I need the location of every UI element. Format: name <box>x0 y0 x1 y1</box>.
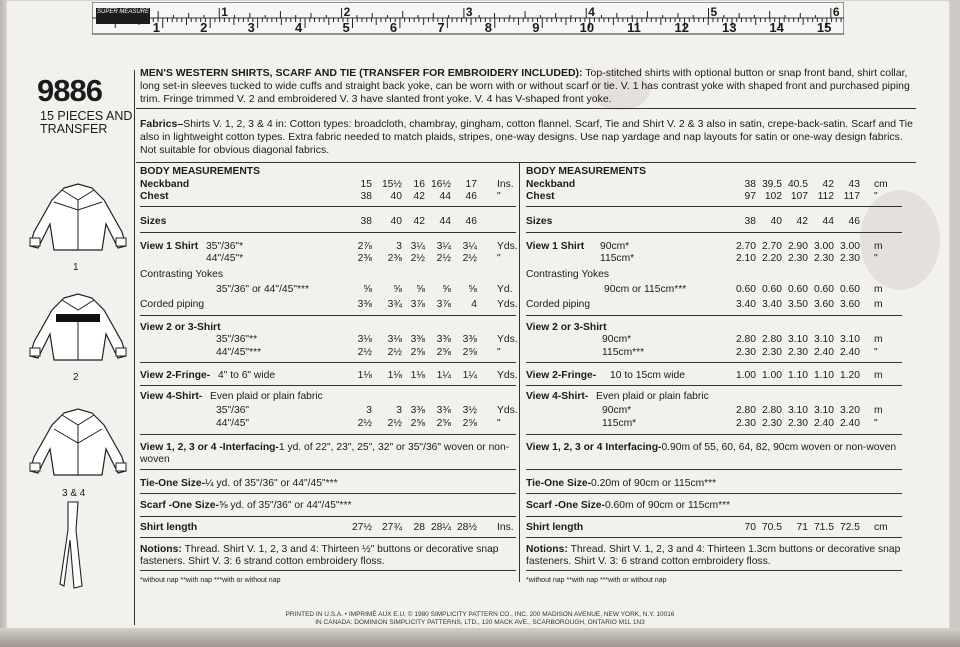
table-value-cell: 3⅞ <box>436 299 451 310</box>
metric-yardage-table <box>526 166 902 586</box>
table-rule <box>526 493 902 494</box>
table-value-cell: 2.30 <box>761 347 782 358</box>
table-value-cell: 3⅞ <box>410 299 425 310</box>
measuring-ruler <box>92 2 844 36</box>
table-value-cell: 2½ <box>357 418 372 429</box>
table-value-cell: ⅝ <box>363 284 372 295</box>
view-1-label: View 1 Shirt <box>140 241 199 252</box>
view-4-note: Even plaid or plain fabric <box>210 391 323 402</box>
table-rule <box>526 315 902 316</box>
table-value-cell: 1.00 <box>735 370 756 381</box>
ruler-inch-label: 6 <box>832 5 840 19</box>
table-value-cell: 38 <box>360 216 372 227</box>
table-value-cell: 2.10 <box>735 253 756 264</box>
printing-credit-line-2: IN CANADA: DOMINION SIMPLICITY PATTERNS, LTD., 120 MACK AVE., SCARBOROUGH, ONTARIO M1L 1N3 <box>315 619 645 626</box>
table-value-cell: 16 <box>413 179 425 190</box>
table-value-cell: 2.30 <box>839 253 860 264</box>
ruler-cm-label: 6 <box>389 20 398 35</box>
table-value-cell: 1⅛ <box>357 370 372 381</box>
ruler-cm-label: 13 <box>721 20 737 35</box>
unit-cell: " <box>874 347 878 358</box>
scarf-label: Scarf -One Size- <box>526 500 605 511</box>
fabrics-section <box>140 118 920 156</box>
table-value-cell: 2⅝ <box>436 347 451 358</box>
chest-label: Chest <box>526 191 555 202</box>
table-value-cell: 2.40 <box>813 347 834 358</box>
ruler-cm-label: 8 <box>484 20 493 35</box>
interfacing-row <box>526 442 902 454</box>
table-value-cell: ⅝ <box>416 284 425 295</box>
table-value-cell: 2.80 <box>761 334 782 345</box>
unit-cell: Yds. <box>497 241 518 252</box>
table-rule <box>526 469 902 470</box>
table-value-cell: 2.30 <box>735 347 756 358</box>
tie-illustration <box>58 500 88 595</box>
table-value-cell: 2½ <box>357 347 372 358</box>
scarf-text: 0.60m of 90cm or 115cm*** <box>604 500 731 511</box>
unit-cell: Ins. <box>497 522 514 533</box>
table-value-cell: 2⅞ <box>357 241 372 252</box>
fabric-width: 35"/36" <box>216 405 250 416</box>
fabrics-label: Fabrics– <box>140 118 184 130</box>
table-value-cell: 40 <box>770 216 782 227</box>
tie-text: ¼ yd. of 35"/36" or 44"/45"*** <box>205 478 338 489</box>
ruler-cm-label: 10 <box>579 20 595 35</box>
table-value-cell: 0.60 <box>735 284 756 295</box>
table-rule <box>526 537 902 538</box>
table-value-cell: 15½ <box>381 179 402 190</box>
table-rule <box>140 385 516 386</box>
ruler-cm-label: 9 <box>532 20 540 35</box>
ruler-cm-label: 7 <box>437 20 445 35</box>
table-value-cell: 38 <box>744 216 756 227</box>
table-rule <box>526 570 902 571</box>
scarf-text: ⅝ yd. of 35"/36" or 44"/45"*** <box>218 500 352 511</box>
table-value-cell: 0.60 <box>761 284 782 295</box>
fabric-width: 35"/36" or 44"/45"*** <box>216 284 310 295</box>
table-value-cell: 71.5 <box>813 522 834 533</box>
table-value-cell: 3.10 <box>787 334 808 345</box>
ruler-inch-label: 4 <box>588 5 595 19</box>
table-rule <box>140 469 516 470</box>
ruler-cm-label: 15 <box>816 20 832 35</box>
center-divider <box>519 162 520 582</box>
table-value-cell: 2⅝ <box>462 418 477 429</box>
table-value-cell: 2.20 <box>761 253 782 264</box>
table-value-cell: 1¼ <box>436 370 451 381</box>
ruler-inch-label: 1 <box>221 5 228 19</box>
table-value-cell: 42 <box>796 216 808 227</box>
unit-cell: cm <box>874 179 888 190</box>
envelope-edge-bottom <box>0 628 960 647</box>
table-value-cell: 2⅜ <box>357 253 372 264</box>
table-value-cell: 2.30 <box>787 418 808 429</box>
interfacing-text: 0.90m of 55, 60, 64, 82, 90cm woven or non-woven <box>661 442 897 453</box>
interfacing-label: View 1, 2, 3 or 4 Interfacing- <box>526 442 662 453</box>
table-value-cell: 3 <box>396 405 402 416</box>
interfacing-text: 1 yd. of 22", 23", 25", 32" or 35"/36" woven or non-woven <box>140 442 510 465</box>
unit-cell: " <box>497 418 501 429</box>
table-value-cell: 3.50 <box>787 299 808 310</box>
table-value-cell: 2⅝ <box>462 347 477 358</box>
table-value-cell: 2½ <box>387 418 402 429</box>
table-value-cell: 44 <box>439 216 451 227</box>
pattern-number: 9886 <box>37 73 102 108</box>
table-rule <box>140 493 516 494</box>
view-2-3-label: View 2 or 3-Shirt <box>140 322 221 333</box>
interfacing-label: View 1, 2, 3 or 4 -Interfacing- <box>140 442 279 453</box>
table-value-cell: 3½ <box>462 405 477 416</box>
table-value-cell: 2.30 <box>787 253 808 264</box>
table-value-cell: 42 <box>413 216 425 227</box>
table-rule <box>526 362 902 363</box>
table-value-cell: 3 <box>396 241 402 252</box>
table-value-cell: 2½ <box>410 253 425 264</box>
ruler-cm-label: 4 <box>295 20 303 35</box>
table-value-cell: 44 <box>439 191 451 202</box>
table-value-cell: 16½ <box>430 179 451 190</box>
view-2-fringe-label: View 2-Fringe- <box>526 370 597 381</box>
table-value-cell: 2.40 <box>839 347 860 358</box>
figure-label: 3 & 4 <box>62 488 86 499</box>
table-value-cell: 1⅛ <box>410 370 425 381</box>
view-4-label: View 4-Shirt- <box>526 391 589 402</box>
table-value-cell: 40 <box>390 216 402 227</box>
table-value-cell: 46 <box>465 191 477 202</box>
unit-cell: Yd. <box>497 284 513 295</box>
table-value-cell: 102 <box>764 191 782 202</box>
ruler-cm-label: 1 <box>152 20 160 35</box>
table-value-cell: 3.10 <box>839 334 860 345</box>
table-value-cell: 2.30 <box>761 418 782 429</box>
view-2-shirt-illustration <box>26 290 130 375</box>
unit-cell: " <box>874 253 878 264</box>
notions-label: Notions: <box>526 544 571 555</box>
table-value-cell: 1¼ <box>462 370 477 381</box>
corded-piping-label: Corded piping <box>526 299 591 310</box>
table-value-cell: 3.20 <box>839 405 860 416</box>
unit-cell: m <box>874 405 883 416</box>
unit-cell: Yds. <box>497 405 518 416</box>
table-value-cell: 40.5 <box>787 179 808 190</box>
contrasting-yokes-label: Contrasting Yokes <box>140 269 224 280</box>
table-value-cell: 2½ <box>436 253 451 264</box>
table-rule <box>140 516 516 517</box>
table-value-cell: 72.5 <box>839 522 860 533</box>
scarf-label: Scarf -One Size- <box>140 500 219 511</box>
table-value-cell: 2.90 <box>787 241 808 252</box>
tie-text: 0.20m of 90cm or 115cm*** <box>591 478 717 489</box>
left-divider <box>134 70 135 625</box>
table-value-cell: 3⅜ <box>357 299 372 310</box>
fabric-width: 35"/36"* <box>206 241 244 252</box>
tie-label: Tie-One Size- <box>526 478 592 489</box>
scarf-row <box>526 500 730 512</box>
ruler-cm-label: 12 <box>674 20 689 35</box>
sizes-label: Sizes <box>526 216 553 227</box>
table-value-cell: 3⅜ <box>436 334 451 345</box>
table-value-cell: 2.40 <box>813 418 834 429</box>
ruler-cm-label: 2 <box>200 20 208 35</box>
tie-row <box>526 478 716 490</box>
table-rule <box>526 385 902 386</box>
table-value-cell: 3.00 <box>813 241 834 252</box>
table-value-cell: 97 <box>744 191 756 202</box>
fabric-width: 115cm*** <box>602 347 645 358</box>
shirt-length-label: Shirt length <box>526 522 584 533</box>
figure-label: 1 <box>73 262 79 273</box>
table-value-cell: 3¼ <box>462 241 477 252</box>
table-rule <box>140 434 516 435</box>
ruler-cm-label: 11 <box>627 20 641 35</box>
fringe-width: 10 to 15cm wide <box>610 370 685 381</box>
table-value-cell: 27¾ <box>381 522 402 533</box>
table-value-cell: 2.30 <box>735 418 756 429</box>
unit-cell: " <box>497 191 501 202</box>
table-value-cell: 2.40 <box>839 418 860 429</box>
view-3-4-shirt-illustration <box>26 405 130 490</box>
table-value-cell: 3⅜ <box>436 405 451 416</box>
table-value-cell: 38 <box>360 191 372 202</box>
table-value-cell: 2.30 <box>813 253 834 264</box>
table-rule <box>140 570 516 571</box>
fabrics-text: Shirts V. 1, 2, 3 & 4 in: Cotton types: broadcloth, chambray, gingham, cotton flannel. Scarf, Tie and Shirt V. 2 & 3 also in satin, crepe-back-satin. Scarf and Tie also in lightweight cotton types. Extra fabric needed to match plaids, stripes, one-way designs. Use nap yardage and nap layouts for satin or one-way design fabrics. Not suitable for obvious diagonal fabrics. <box>140 118 913 156</box>
ruler-cm-label: 3 <box>247 20 255 35</box>
table-value-cell: 3 <box>366 405 372 416</box>
table-value-cell: 2.80 <box>761 405 782 416</box>
divider <box>136 108 916 109</box>
unit-cell: " <box>497 253 501 264</box>
fabric-width: 44"/45"* <box>206 253 244 264</box>
table-value-cell: 38 <box>744 179 756 190</box>
table-value-cell: 3.00 <box>839 241 860 252</box>
shirt-length-label: Shirt length <box>140 522 198 533</box>
body-measurements-heading: BODY MEASUREMENTS <box>526 166 646 177</box>
table-value-cell: 43 <box>848 179 860 190</box>
table-value-cell: 2⅜ <box>387 253 402 264</box>
table-value-cell: 2½ <box>462 253 477 264</box>
ruler-cm-label: 14 <box>769 20 784 35</box>
ruler-brand-badge: SUPER MEASURE <box>96 8 150 24</box>
table-value-cell: 3⅜ <box>462 334 477 345</box>
view-2-fringe-label: View 2-Fringe- <box>140 370 211 381</box>
fabric-width: 90cm or 115cm*** <box>604 284 687 295</box>
table-value-cell: 2½ <box>387 347 402 358</box>
table-value-cell: 3⅛ <box>387 334 402 345</box>
nap-footnote: *without nap **with nap ***with or without nap <box>140 577 281 584</box>
table-value-cell: 27½ <box>351 522 372 533</box>
table-value-cell: 1.20 <box>839 370 860 381</box>
table-value-cell: 3.10 <box>813 405 834 416</box>
table-value-cell: 2⅝ <box>410 347 425 358</box>
table-value-cell: 2.30 <box>787 347 808 358</box>
table-value-cell: ⅝ <box>468 284 477 295</box>
view-2-3-label: View 2 or 3-Shirt <box>526 322 607 333</box>
printing-credit <box>230 611 730 627</box>
table-value-cell: 46 <box>848 216 860 227</box>
ruler-cm-label: 5 <box>342 20 350 35</box>
neckband-label: Neckband <box>526 179 576 190</box>
table-rule <box>526 206 902 207</box>
table-rule <box>526 434 902 435</box>
notions-text: Thread. Shirt V. 1, 2, 3 and 4: Thirteen 1.3cm buttons or decorative snap fasteners. Shirt V. 3: 6 strand cotton embroidery floss. <box>526 544 901 567</box>
table-value-cell: 71 <box>796 522 808 533</box>
fabric-width: 90cm* <box>602 405 632 416</box>
table-value-cell: 112 <box>817 191 834 202</box>
unit-cell: " <box>497 347 501 358</box>
nap-footnote: *without nap **with nap ***with or without nap <box>526 577 667 584</box>
table-value-cell: 117 <box>843 191 860 202</box>
tie-label: Tie-One Size- <box>140 478 206 489</box>
table-value-cell: 1.10 <box>813 370 834 381</box>
table-value-cell: 2⅝ <box>410 418 425 429</box>
unit-cell: Yds. <box>497 370 518 381</box>
table-value-cell: ⅝ <box>442 284 451 295</box>
chest-label: Chest <box>140 191 169 202</box>
table-value-cell: 15 <box>360 179 372 190</box>
table-value-cell: 4 <box>471 299 477 310</box>
table-value-cell: 3¼ <box>436 241 451 252</box>
table-value-cell: 3.40 <box>761 299 782 310</box>
fabric-width: 115cm* <box>602 418 637 429</box>
view-4-label: View 4-Shirt- <box>140 391 203 402</box>
unit-cell: Yds. <box>497 334 518 345</box>
table-value-cell: 2.80 <box>735 405 756 416</box>
notions-row <box>140 544 516 568</box>
table-value-cell: 70.5 <box>761 522 782 533</box>
table-value-cell: 1.00 <box>761 370 782 381</box>
table-value-cell: 0.60 <box>839 284 860 295</box>
view-1-shirt-illustration <box>26 180 130 275</box>
view-1-label: View 1 Shirt <box>526 241 585 252</box>
table-value-cell: ⅝ <box>393 284 402 295</box>
unit-cell: Yds. <box>497 299 518 310</box>
unit-cell: cm <box>874 522 888 533</box>
table-value-cell: 0.60 <box>787 284 808 295</box>
table-rule <box>140 232 516 233</box>
table-value-cell: 40 <box>390 191 402 202</box>
unit-cell: m <box>874 334 883 345</box>
unit-cell: " <box>874 191 878 202</box>
table-value-cell: 3¼ <box>410 241 425 252</box>
description-text: Top-stitched shirts with optional button or snap front band, shirt collar, long set-in sleeves tucked to wide cuffs and straight back yoke, can be worn with or without scarf or tie. V. 1 has contrast yoke with shaped front and purchased piping trim. Fringe trimmed V. 2 and embroidered V. 3 have slanted front yoke. V. 4 has V-shaped front yoke. <box>140 67 910 105</box>
table-value-cell: 3.60 <box>813 299 834 310</box>
table-value-cell: 42 <box>822 179 834 190</box>
table-value-cell: 39.5 <box>761 179 782 190</box>
table-rule <box>140 537 516 538</box>
table-rule <box>526 232 902 233</box>
notions-label: Notions: <box>140 544 185 555</box>
unit-cell: m <box>874 299 883 310</box>
table-value-cell: 28 <box>413 522 425 533</box>
table-value-cell: 3⅜ <box>410 334 425 345</box>
unit-cell: m <box>874 284 883 295</box>
view-4-note: Even plaid or plain fabric <box>596 391 709 402</box>
table-value-cell: 28½ <box>456 522 477 533</box>
unit-cell: " <box>874 418 878 429</box>
table-value-cell: 3.60 <box>839 299 860 310</box>
fringe-width: 4" to 6" wide <box>218 370 276 381</box>
table-value-cell: 17 <box>465 179 477 190</box>
unit-cell: Ins. <box>497 179 514 190</box>
unit-cell: m <box>874 241 883 252</box>
description-title: MEN'S WESTERN SHIRTS, SCARF AND TIE (TRANSFER FOR EMBROIDERY INCLUDED): <box>140 67 583 79</box>
neckband-label: Neckband <box>140 179 190 190</box>
description <box>140 67 920 106</box>
table-value-cell: 44 <box>822 216 834 227</box>
table-value-cell: 28¼ <box>430 522 451 533</box>
table-value-cell: 2.70 <box>761 241 782 252</box>
fabric-width: 44"/45" <box>216 418 250 429</box>
corded-piping-label: Corded piping <box>140 299 205 310</box>
interfacing-row <box>140 442 516 466</box>
ruler-inch-label: 3 <box>465 5 473 19</box>
fabric-width: 44"/45"*** <box>216 347 262 358</box>
notions-row <box>526 544 902 568</box>
notions-text: Thread. Shirt V. 1, 2, 3 and 4: Thirteen ½" buttons or decorative snap fasteners. Shirt V. 3: 6 strand cotton embroidery floss. <box>140 544 499 567</box>
unit-cell: m <box>874 370 883 381</box>
fabric-width: 115cm* <box>600 253 635 264</box>
sizes-label: Sizes <box>140 216 167 227</box>
printing-credit-line-1: PRINTED IN U.S.A. • IMPRIMÉ AUX E.U. © 1980 SIMPLICITY PATTERN CO., INC. 200 MADISON AVENUE, NEW YORK, N.Y. 10016 <box>285 611 675 618</box>
table-rule <box>140 362 516 363</box>
table-rule <box>140 206 516 207</box>
ruler-inch-label: 2 <box>343 5 351 19</box>
table-value-cell: 2.80 <box>735 334 756 345</box>
table-value-cell: 0.60 <box>813 284 834 295</box>
fabric-width: 90cm* <box>600 241 630 252</box>
pieces-count: 15 PIECES AND TRANSFER <box>40 109 133 136</box>
table-rule <box>140 315 516 316</box>
contrasting-yokes-label: Contrasting Yokes <box>526 269 610 280</box>
table-value-cell: 3¾ <box>387 299 402 310</box>
table-value-cell: 46 <box>465 216 477 227</box>
table-value-cell: 1.10 <box>787 370 808 381</box>
table-value-cell: 1⅛ <box>387 370 402 381</box>
table-rule <box>526 516 902 517</box>
table-value-cell: 42 <box>413 191 425 202</box>
figure-label: 2 <box>73 372 79 383</box>
tie-row <box>140 478 338 490</box>
table-value-cell: 70 <box>744 522 756 533</box>
table-value-cell: 3⅜ <box>410 405 425 416</box>
table-value-cell: 2⅝ <box>436 418 451 429</box>
body-measurements-heading: BODY MEASUREMENTS <box>140 166 260 177</box>
table-value-cell: 3.40 <box>735 299 756 310</box>
table-value-cell: 3.10 <box>813 334 834 345</box>
divider <box>136 162 916 163</box>
table-value-cell: 3.10 <box>787 405 808 416</box>
table-value-cell: 2.70 <box>735 241 756 252</box>
scarf-row <box>140 500 352 512</box>
table-value-cell: 107 <box>790 191 808 202</box>
fabric-width: 90cm* <box>602 334 632 345</box>
fabric-width: 35"/36"** <box>216 334 258 345</box>
imperial-yardage-table <box>140 166 516 586</box>
table-value-cell: 3⅛ <box>357 334 372 345</box>
ruler-inch-label: 5 <box>710 5 718 19</box>
